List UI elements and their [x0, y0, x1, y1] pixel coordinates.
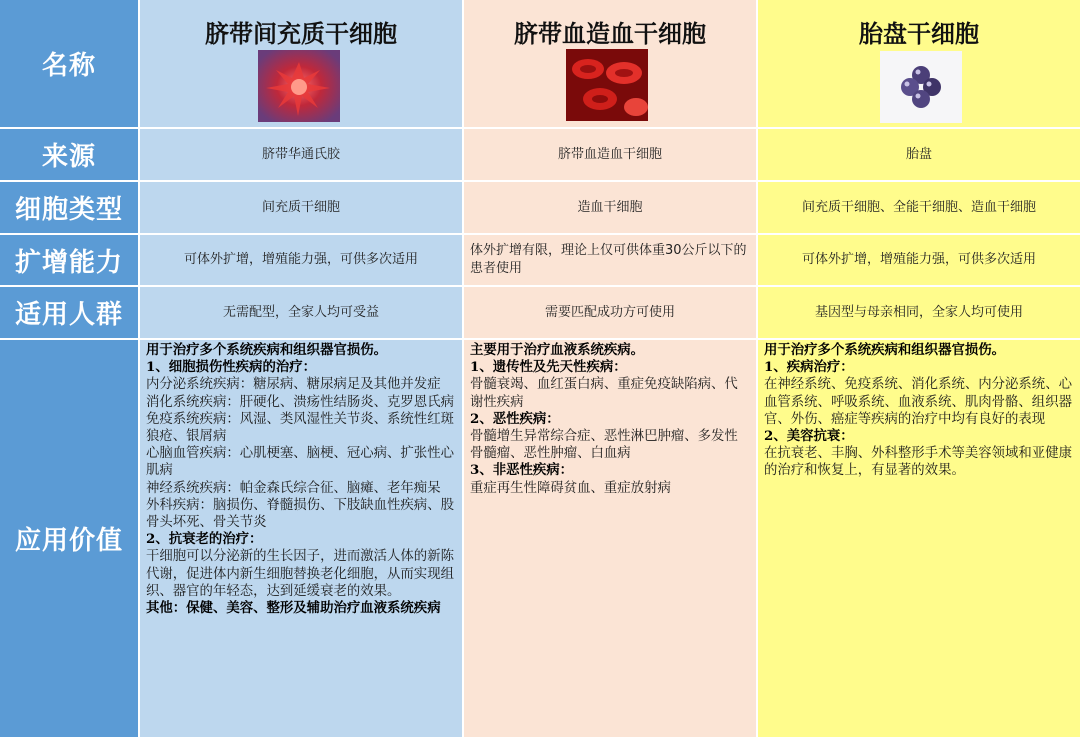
- value-text-line: 免疫系统疾病：风湿、类风湿性关节炎、系统性红斑狼疮、银屑病: [146, 411, 454, 445]
- value-heading-line: 其他：保健、美容、整形及辅助治疗血液系统疾病: [146, 600, 441, 617]
- source-value: 胎盘: [905, 146, 932, 162]
- value-heading-line: 1、遗传性及先天性疾病：: [470, 359, 627, 376]
- value-heading-line: 主要用于治疗血液系统疾病。: [470, 342, 645, 358]
- row-label-expansion: 扩增能力: [14, 247, 123, 278]
- column-title: 脐带间充质干细胞: [205, 20, 397, 48]
- value-heading-line: 1、疾病治疗：: [764, 359, 854, 376]
- row-label-source: 来源: [41, 142, 96, 172]
- expansion-value: 体外扩增有限，理论上仅可供体重30公斤以下的患者使用: [470, 243, 747, 276]
- value-text-line: 重症再生性障碍贫血、重症放射病: [470, 480, 671, 496]
- value-heading-line: 2、美容抗衰：: [764, 428, 854, 445]
- population-value: 需要匹配成功方可使用: [544, 304, 675, 320]
- value-heading-line: 用于治疗多个系统疾病和组织器官损伤。: [764, 342, 1006, 358]
- source-value: 脐带华通氏胶: [261, 146, 340, 162]
- column-title: 胎盘干细胞: [859, 20, 979, 48]
- row-divider: [0, 338, 1080, 340]
- population-value: 无需配型，全家人均可受益: [222, 304, 379, 320]
- cell-type-value: 造血干细胞: [577, 199, 643, 215]
- value-heading-line: 3、非恶性疾病：: [470, 462, 574, 479]
- application-value-text: [464, 342, 756, 735]
- value-text-line: 消化系统疾病：肝硬化、溃疡性结肠炎、克罗恩氏病: [146, 394, 454, 410]
- cell-type-value: 间充质干细胞、全能干细胞、造血干细胞: [801, 199, 1036, 215]
- cell-type-value: 间充质干细胞: [261, 199, 340, 215]
- row-label-name: 名称: [41, 51, 96, 81]
- red-blood-cells-image: [566, 49, 648, 121]
- value-text-line: 内分泌系统疾病：糖尿病、糖尿病足及其他并发症: [146, 377, 441, 393]
- row-label-cell-type: 细胞类型: [14, 195, 123, 225]
- value-text-line: 骨髓增生异常综合症、恶性淋巴肿瘤、多发性骨髓瘤、恶性肿瘤、白血病: [470, 429, 738, 462]
- row-label-value: 应用价值: [14, 526, 123, 556]
- application-value-text: [758, 342, 1080, 735]
- source-value: 脐带血造血干细胞: [557, 146, 662, 162]
- value-text-line: 干细胞可以分泌新的生长因子，进而激活人体的新陈代谢，促进体内新生细胞替换老化细胞，从而实现组织、器官的年轻态，达到延缓衰老的效果。: [146, 549, 454, 599]
- value-text-line: 骨髓衰竭、血红蛋白病、重症免疫缺陷病、代谢性疾病: [470, 377, 738, 410]
- value-text-line: 外科疾病：脑损伤、脊髓损伤、下肢缺血性疾病、股骨头坏死、骨关节炎: [146, 497, 454, 531]
- value-text-line: 在抗衰老、丰胸、外科整形手术等美容领域和亚健康的治疗和恢复上，有显著的效果。: [764, 446, 1072, 479]
- purple-cell-cluster-image: [880, 51, 962, 123]
- application-value-text: [140, 342, 462, 735]
- population-value: 基因型与母亲相同，全家人均可使用: [814, 304, 1023, 320]
- value-text-line: 心脑血管疾病：心肌梗塞、脑梗、冠心病、扩张性心肌病: [146, 446, 454, 479]
- value-heading-line: 2、恶性疾病：: [470, 410, 560, 427]
- row-label-population: 适用人群: [14, 300, 123, 330]
- expansion-value: 可体外扩增，增殖能力强，可供多次适用: [801, 252, 1036, 267]
- value-heading-line: 2、抗衰老的治疗：: [146, 531, 263, 548]
- expansion-value: 可体外扩增，增殖能力强，可供多次适用: [183, 252, 418, 267]
- value-heading-line: 用于治疗多个系统疾病和组织器官损伤。: [146, 342, 388, 358]
- column-title: 脐带血造血干细胞: [514, 20, 706, 48]
- value-heading-line: 1、细胞损伤性疾病的治疗：: [146, 359, 317, 376]
- value-text-line: 在神经系统、免疫系统、消化系统、内分泌系统、心血管系统、呼吸系统、血液系统、肌肉骨骼、组织器官、外伤、癌症等疾病的治疗中均有良好的表现: [764, 377, 1072, 427]
- value-text-line: 神经系统疾病：帕金森氏综合征、脑瘫、老年痴呆: [146, 480, 441, 496]
- red-mesenchymal-cell-image: [258, 50, 340, 122]
